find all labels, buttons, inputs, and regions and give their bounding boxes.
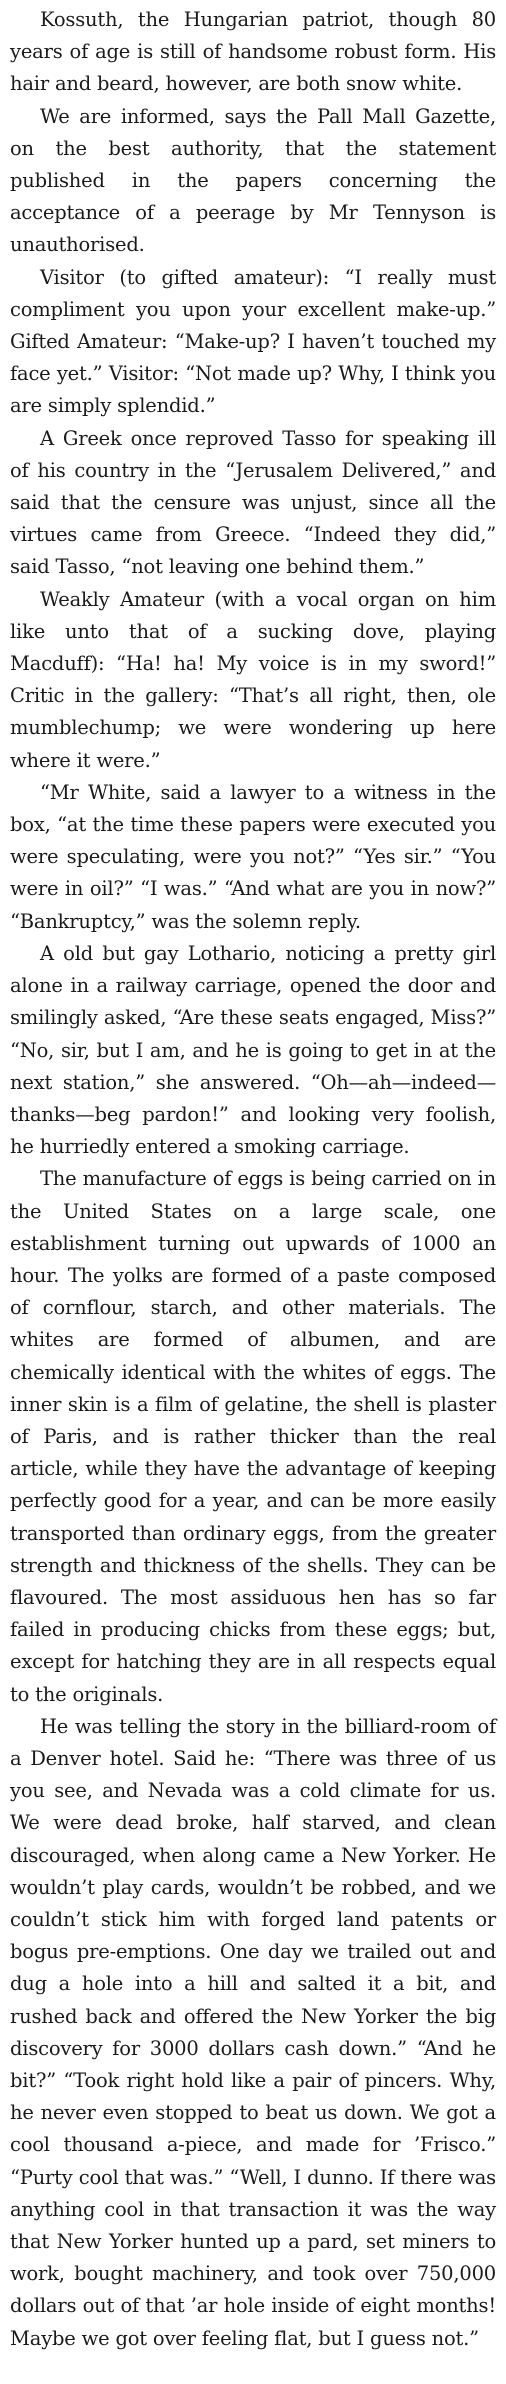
paragraph-weakly-amateur: Weakly Amateur (with a vocal organ on him like unto that of a sucking dove, playing Macduff): “Ha! ha! My voice is in my sword!” Critic in the gallery: “That’s all right, then, ole mumblechump; we were wondering up here where it were.”	[10, 587, 496, 772]
paragraph-mr-white: “Mr White, said a lawyer to a witness in the box, “at the time these papers were executed you were speculating, were you not?” “Yes sir.” “You were in oil?” “I was.” “And what are you in now?” “Bankruptcy,” was the solemn reply.	[10, 780, 496, 933]
paragraph-tasso: A Greek once reproved Tasso for speaking ill of his country in the “Jerusalem Delivered,” and said that the censure was unjust, since all the virtues came from Greece. “Indeed they did,” said Tasso, “not leaving one behind them.”	[10, 426, 496, 579]
paragraph-lothario: A old but gay Lothario, noticing a pretty girl alone in a railway carriage, opened the door and smilingly asked, “Are these seats engaged, Miss?” “No, sir, but I am, and he is going to get in at the next station,” she answered. “Oh—ah—indeed—thanks—beg pardon!” and looking very foolish, he hurriedly entered a smoking carriage.	[10, 941, 496, 1159]
paragraph-eggs: The manufacture of eggs is being carried on in the United States on a large scale, one establishment turning out upwards of 1000 an hour. The yolks are formed of a paste composed of cornflour, starch, and other materials. The whites are formed of albumen, and are chemically identical with the whites of eggs. The inner skin is a film of gelatine, the shell is plaster of Paris, and is rather thicker than the real article, while they have the advantage of keeping perfectly good for a year, and can be more easily transported than ordinary eggs, from the greater strength and thickness of the shells. They can be flavoured. The most assiduous hen has so far failed in producing chicks from these eggs; but, except for hatching they are in all respects equal to the originals.	[10, 1167, 496, 1706]
paragraph-denver-story: He was telling the story in the billiard-room of a Denver hotel. Said he: “There was three of us you see, and Nevada was a cold climate for us. We were dead broke, half starved, and clean discouraged, when along came a New Yorker. He wouldn’t play cards, wouldn’t be robbed, and we couldn’t stick him with forged land patents or bogus pre-emptions. One day we trailed out and dug a hole into a hill and salted it a bit, and rushed back and offered the New Yorker the big discovery for 3000 dollars cash down.” “And he bit?” “Took right hold like a pair of pincers. Why, he never even stopped to beat us down. We got a cool thousand a-piece, and made for ’Frisco.” “Purty cool that was.” “Well, I dunno. If there was anything cool in that transaction it was the way that New Yorker hunted up a pard, set miners to work, bought machinery, and took over 750,000 dollars out of that ’ar hole inside of eight months! Maybe we got over feeling flat, but I guess not.”	[10, 1714, 496, 2350]
paragraph-gifted-amateur: Visitor (to gifted amateur): “I really must compliment you upon your excellent make-up.” Gifted Amateur: “Make-up? I haven’t touched my face yet.” Visitor: “Not made up? Why, I think you are simply splendid.”	[10, 265, 496, 418]
paragraph-kossuth: Kossuth, the Hungarian patriot, though 80 years of age is still of handsome robust form. His hair and beard, however, are both snow white.	[10, 8, 496, 96]
paragraph-tennyson-peerage: We are informed, says the Pall Mall Gazette, on the best authority, that the statement published in the papers concerning the acceptance of a peerage by Mr Tennyson is unauthorised.	[10, 104, 496, 257]
